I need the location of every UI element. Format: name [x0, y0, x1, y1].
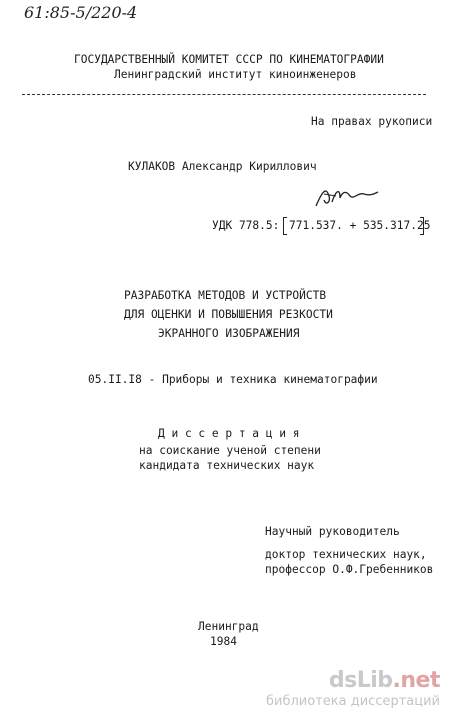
udc-prefix: УДК 778.5:	[212, 219, 280, 232]
title-line-3: ЭКРАННОГО ИЗОБРАЖЕНИЯ	[158, 327, 300, 340]
handwritten-archive-code: 61:85-5/220-4	[24, 3, 138, 22]
watermark-logo	[329, 668, 440, 693]
degree-line-2: кандидата технических наук	[139, 459, 315, 472]
header-divider	[22, 94, 426, 95]
specialty-code: 05.II.I8 - Приборы и техника кинематографии	[88, 373, 378, 386]
title-line-2: ДЛЯ ОЦЕНКИ И ПОВЫШЕНИЯ РЕЗКОСТИ	[124, 308, 333, 321]
supervisor-name: профессор О.Ф.Гребенников	[265, 563, 434, 576]
title-line-1: РАЗРАБОТКА МЕТОДОВ И УСТРОЙСТВ	[124, 289, 327, 302]
degree-line-1: на соискание ученой степени	[139, 444, 321, 457]
degree-heading: Д и с с е р т а ц и я	[158, 427, 300, 440]
supervisor-label: Научный руководитель	[265, 525, 400, 538]
udc-bracket-left	[283, 217, 287, 235]
udc-codes: 771.537. + 535.317.25	[289, 219, 431, 232]
committee-header: ГОСУДАРСТВЕННЫЙ КОМИТЕТ СССР ПО КИНЕМАТОГРАФИИ	[74, 53, 384, 66]
watermark-caption: библиотека диссертаций	[266, 694, 440, 709]
place: Ленинград	[198, 620, 259, 633]
udc-bracket-right	[420, 217, 424, 235]
year: 1984	[210, 635, 237, 648]
author-name: КУЛАКОВ Александр Кириллович	[128, 160, 317, 173]
watermark-logo-main: dsLib	[328, 668, 393, 693]
signature	[312, 182, 382, 212]
supervisor-title: доктор технических наук,	[265, 548, 427, 561]
institute-header: Ленинградский институт киноинженеров	[114, 68, 357, 81]
watermark-logo-tld: .net	[392, 668, 440, 693]
rights-note: На правах рукописи	[311, 115, 433, 128]
